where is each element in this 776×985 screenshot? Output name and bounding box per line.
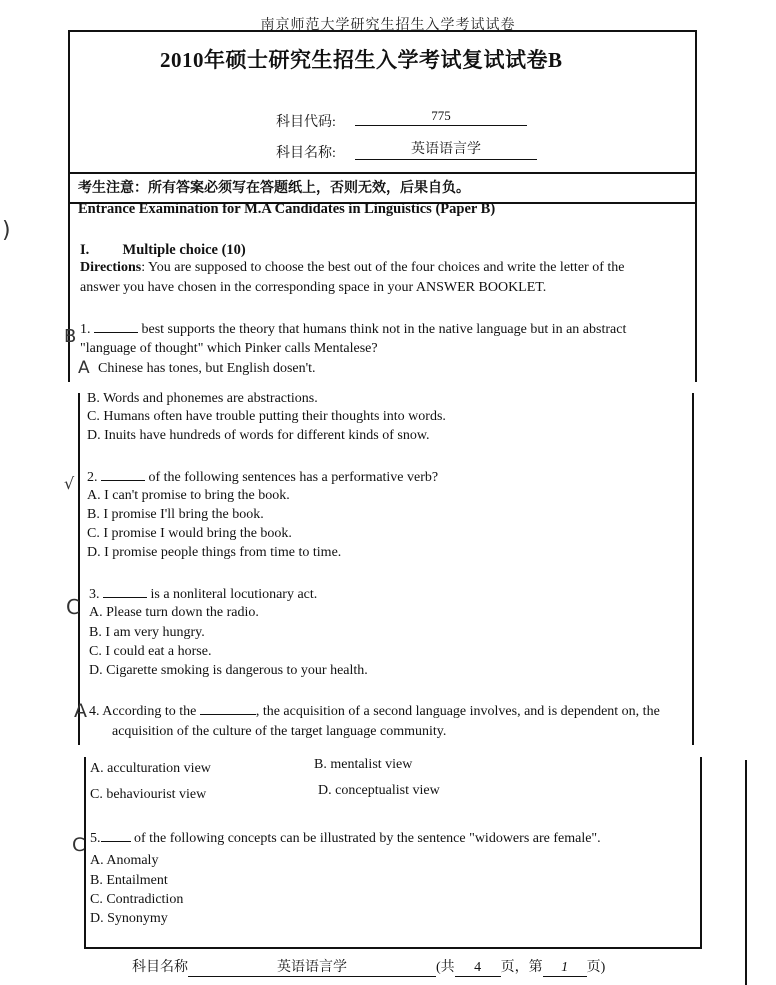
question-text: , the acquisition of a second language involves, and is dependent on, the: [255, 704, 660, 719]
question-1-option-a: Chinese has tones, but English dosen't.: [98, 361, 316, 376]
question-4-option-b: B. mentalist view: [314, 757, 413, 772]
question-5-option-c: C. Contradiction: [90, 892, 184, 907]
handwritten-answer-mark: A: [74, 700, 87, 722]
footer-total-pages: 4: [455, 960, 501, 977]
answer-blank: [101, 829, 131, 842]
footer-total-suffix: 页): [586, 960, 606, 975]
exam-title: Entrance Examination for M.A Candidates in Linguistics (Paper B): [78, 201, 496, 217]
directions-text: : You are supposed to choose the best out of the four choices and write the letter of the: [141, 260, 625, 275]
question-5-option-a: A. Anomaly: [90, 853, 159, 868]
handwritten-check-mark: √: [64, 474, 75, 493]
question-text: of the following sentences has a performative verb?: [145, 470, 439, 485]
subject-code-value: 775: [355, 108, 527, 126]
footer-subject-value: 英语语言学: [188, 956, 436, 977]
subject-name-value: 英语语言学: [355, 138, 537, 160]
question-number: 5.: [90, 831, 101, 846]
question-1-option-c: C. Humans often have trouble putting their thoughts into words.: [87, 409, 446, 424]
handwritten-answer-mark: C: [66, 595, 80, 619]
question-1-stem-line-2: "language of thought" which Pinker calls Mentalese?: [80, 341, 378, 356]
question-5-option-b: B. Entailment: [90, 873, 168, 888]
directions-line-2: answer you have chosen in the corresponding space in your ANSWER BOOKLET.: [80, 280, 547, 295]
page-title: 2010年硕士研究生招生入学考试复试试卷B: [160, 48, 563, 72]
subject-code-label: 科目代码:: [276, 115, 336, 130]
answer-blank: [94, 320, 138, 333]
question-text: According to the: [102, 704, 200, 719]
question-text: of the following concepts can be illustrated by the sentence "widowers are female".: [130, 831, 601, 846]
question-number: 1.: [80, 322, 91, 337]
answer-blank: [200, 702, 256, 715]
footer-total-mid: 页，第: [500, 960, 543, 975]
question-frame-middle: [78, 393, 694, 745]
subject-name-label: 科目名称:: [276, 146, 336, 161]
question-number: 4.: [89, 704, 100, 719]
university-header: 南京师范大学研究生招生入学考试试卷: [260, 18, 516, 33]
question-4-option-d: D. conceptualist view: [318, 783, 440, 798]
question-2-stem: [87, 468, 438, 486]
question-4-option-a: A. acculturation view: [90, 761, 211, 776]
question-5-stem: [90, 829, 601, 847]
question-1-option-b: B. Words and phonemes are abstractions.: [87, 391, 318, 406]
directions-label: Directions: [80, 260, 142, 275]
question-4-stem: [89, 702, 660, 720]
section-number: I.: [80, 242, 90, 258]
question-4-option-c: C. behaviourist view: [90, 787, 207, 802]
handwritten-mark: A: [78, 358, 90, 378]
page-footer: [132, 956, 605, 977]
handwritten-answer-mark: C: [72, 834, 86, 856]
question-3-option-a: A. Please turn down the radio.: [89, 605, 259, 620]
question-3-option-d: D. Cigarette smoking is dangerous to your health.: [89, 663, 368, 678]
question-3-option-c: C. I could eat a horse.: [89, 644, 212, 659]
margin-mark: ): [2, 218, 11, 243]
answer-blank: [103, 585, 147, 598]
question-text: best supports the theory that humans think not in the native language but in an abstract: [138, 322, 627, 337]
question-1-stem: [80, 320, 626, 338]
question-5-option-d: D. Synonymy: [90, 911, 168, 926]
question-4-stem-line-2: acquisition of the culture of the target language community.: [112, 724, 447, 739]
question-number: 2.: [87, 470, 98, 485]
footer-subject-label: 科目名称: [132, 960, 188, 975]
question-3-stem: [89, 585, 317, 603]
section-heading: [80, 242, 246, 259]
footer-total-prefix: (共: [436, 960, 455, 975]
question-text: is a nonliteral locutionary act.: [147, 587, 318, 602]
question-3-option-b: B. I am very hungry.: [89, 625, 205, 640]
question-2-option-c: C. I promise I would bring the book.: [87, 526, 292, 541]
question-1-option-d: D. Inuits have hundreds of words for different kinds of snow.: [87, 428, 430, 443]
handwritten-answer-mark: B: [64, 326, 77, 347]
question-2-option-a: A. I can't promise to bring the book.: [87, 488, 290, 503]
page-edge-line: [745, 760, 747, 985]
footer-current-page: 1: [543, 960, 587, 977]
candidate-notice: 考生注意：所有答案必须写在答题纸上，否则无效，后果自负。: [78, 181, 470, 196]
section-title: Multiple choice (10): [122, 242, 246, 258]
answer-blank: [101, 468, 145, 481]
question-number: 3.: [89, 587, 100, 602]
question-2-option-b: B. I promise I'll bring the book.: [87, 507, 264, 522]
divider: [70, 172, 695, 174]
directions-line-1: [80, 260, 624, 276]
question-2-option-d: D. I promise people things from time to time.: [87, 545, 342, 560]
